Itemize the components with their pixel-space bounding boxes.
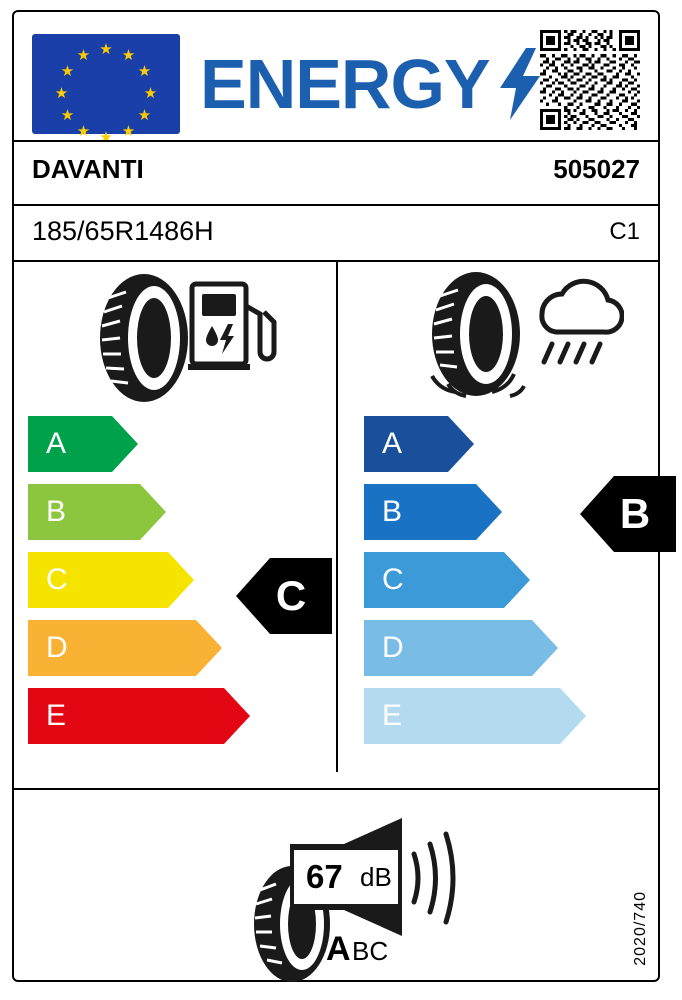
- qr-code-icon: [540, 30, 640, 130]
- label-header: [14, 12, 658, 146]
- regulation-number: 2020/740: [632, 891, 649, 966]
- tyre-icon: [432, 272, 520, 396]
- grade-row: [364, 484, 586, 546]
- tyre-icon: [100, 274, 188, 402]
- grade-row: [364, 552, 586, 614]
- fuel-result-letter: C: [275, 572, 307, 619]
- grade-row: [364, 416, 586, 478]
- product-code: 505027: [553, 154, 640, 184]
- tyre-size: 185/65R1486H: [32, 216, 214, 246]
- fuel-grade-c: [28, 552, 250, 608]
- eu-flag: ★ ★ ★ ★ ★ ★ ★ ★ ★ ★ ★ ★: [32, 34, 180, 134]
- wet-grip-grade-scale: [364, 416, 586, 756]
- noise-class-active: A: [326, 930, 351, 968]
- fuel-grade-e: [28, 688, 250, 744]
- grade-letter: D: [382, 631, 404, 664]
- grip-grade-b: [364, 484, 586, 540]
- noise-section: [234, 818, 474, 988]
- grade-letter: B: [46, 495, 67, 528]
- energy-title: ENERGY: [200, 45, 490, 123]
- sound-waves-icon: [414, 834, 453, 922]
- grip-grade-d: [364, 620, 586, 676]
- brand-name: DAVANTI: [32, 154, 144, 184]
- grade-letter: C: [382, 563, 404, 596]
- rain-cloud-icon: [542, 281, 622, 362]
- grade-letter: A: [46, 427, 67, 460]
- lightning-bolt-icon: [498, 48, 542, 120]
- grade-row: [28, 484, 250, 546]
- grade-row: [28, 688, 250, 750]
- grip-grade-a: [364, 416, 586, 472]
- noise-unit: dB: [360, 862, 392, 892]
- fuel-grade-scale: [28, 416, 250, 756]
- column-divider: [336, 260, 338, 772]
- grade-letter: A: [382, 427, 403, 460]
- divider-brand: [14, 204, 658, 206]
- grade-letter: E: [46, 699, 67, 732]
- fuel-pump-icon: [188, 284, 274, 370]
- grade-letter: D: [46, 631, 68, 664]
- fuel-grade-d: [28, 620, 250, 676]
- grade-row: [28, 416, 250, 478]
- divider-header: [14, 140, 658, 142]
- grade-row: [28, 620, 250, 682]
- energy-label-card: [12, 10, 660, 982]
- grade-letter: C: [46, 563, 68, 596]
- grade-row: [364, 688, 586, 750]
- noise-value: 67: [306, 858, 343, 895]
- grade-row: [28, 552, 250, 614]
- fuel-result-badge: [236, 558, 332, 634]
- fuel-grade-b: [28, 484, 250, 540]
- grip-result-badge: [580, 476, 676, 552]
- grade-letter: E: [382, 699, 403, 732]
- fuel-grade-a: [28, 416, 250, 472]
- tyre-class: C1: [609, 218, 640, 245]
- grade-row: [364, 620, 586, 682]
- grip-grade-e: [364, 688, 586, 744]
- wet-grip-pictogram: [414, 268, 624, 408]
- fuel-efficiency-pictogram: [92, 268, 282, 408]
- grip-grade-c: [364, 552, 586, 608]
- grip-result-letter: B: [619, 490, 651, 537]
- divider-noise: [14, 788, 658, 790]
- noise-class-rest: BC: [352, 936, 389, 966]
- grade-letter: B: [382, 495, 403, 528]
